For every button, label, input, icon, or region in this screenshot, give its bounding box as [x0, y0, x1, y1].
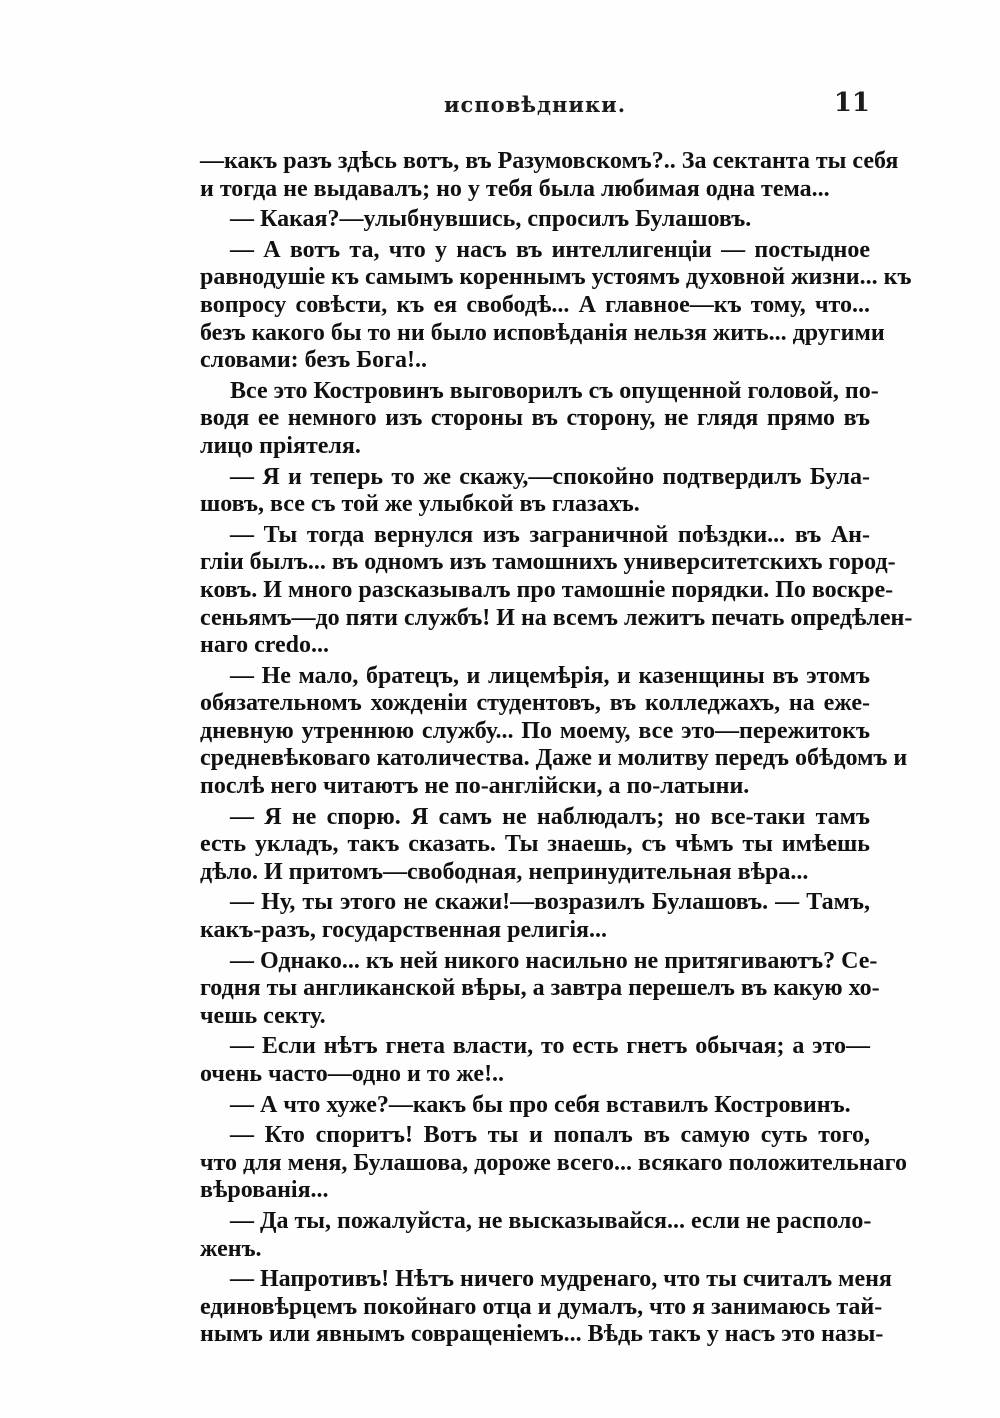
text-line: — Какая?—улыбнувшись, спросилъ Булашовъ. [230, 206, 752, 233]
text-line: нымъ или явнымъ совращеніемъ... Вѣдь такъ у насъ это назы- [200, 1321, 884, 1348]
text-line: средневѣковаго католичества. Даже и молитву передъ обѣдомъ и [200, 745, 908, 772]
text-line: сеньямъ—до пяти службъ! И на всемъ лежитъ печать опредѣлен- [200, 604, 913, 631]
text-line: чешь секту. [200, 1002, 326, 1029]
text-line: равнодушіе къ самымъ кореннымъ устоямъ духовной жизни... къ [200, 264, 912, 291]
text-line: — Однако... къ ней никого насильно не притягиваютъ? Се- [230, 947, 878, 974]
paragraph [200, 377, 879, 461]
paragraph [200, 1208, 870, 1263]
paragraph [200, 206, 870, 234]
text-line: женъ. [200, 1235, 262, 1262]
text-line: обязательномъ хожденіи студентовъ, въ колледжахъ, на еже- [200, 690, 870, 717]
paragraph [200, 1033, 870, 1088]
text-line: дѣло. И притомъ—свободная, непринудительная вѣра... [200, 858, 809, 885]
paragraph [200, 464, 870, 519]
text-line: какъ-разъ, государственная религія... [200, 917, 608, 944]
paragraph [200, 521, 913, 660]
text-line: — Если нѣтъ гнета власти, то есть гнетъ обычая; а это— [230, 1033, 870, 1060]
text-line: — А что хуже?—какъ бы про себя вставилъ Костровинъ. [230, 1091, 851, 1118]
text-line: — А вотъ та, что у насъ въ интеллигенціи — постыдное [230, 236, 870, 263]
paragraph [200, 889, 870, 944]
text-line: дневную утреннюю службу... По моему, все это—пережитокъ [200, 717, 870, 744]
text-line: словами: безъ Бога!.. [200, 347, 427, 374]
running-title: исповѣдники. [443, 92, 627, 117]
page-header [200, 88, 870, 126]
paragraph [200, 947, 880, 1031]
paragraph [200, 236, 912, 375]
text-line: безъ какого бы то ни было исповѣданія нельзя жить... другими [200, 319, 885, 346]
text-line: — Да ты, пожалуйста, не высказывайся... если не располо- [230, 1207, 872, 1234]
text-line: — Кто споритъ! Вотъ ты и попалъ въ самую суть того, [230, 1122, 870, 1149]
text-line: шовъ, все съ той же улыбкой въ глазахъ. [200, 491, 640, 518]
text-line: послѣ него читаютъ не по-англійски, а по-латыни. [200, 773, 750, 800]
text-line: есть укладъ, такъ сказать. Ты знаешь, съ чѣмъ ты имѣешь [200, 831, 870, 858]
text-line: — Ты тогда вернулся изъ заграничной поѣздки... въ Ан- [230, 521, 870, 548]
text-line: Все это Костровинъ выговорилъ съ опущенной головой, по- [230, 377, 879, 404]
text-line: единовѣрцемъ покойнаго отца и думалъ, что я занимаюсь тай- [200, 1293, 883, 1320]
text-line: что для меня, Булашова, дороже всего... всякаго положительнаго [200, 1149, 907, 1176]
text-line: лицо пріятеля. [200, 432, 361, 459]
body-text [200, 148, 913, 1352]
text-line: — Ну, ты этого не скажи!—возразилъ Булашовъ. — Тамъ, [230, 889, 870, 916]
text-line: водя ее немного изъ стороны въ сторону, не глядя прямо въ [200, 405, 870, 432]
text-line: — Не мало, братецъ, и лицемѣрія, и казенщины въ этомъ [230, 662, 870, 689]
page-number: 11 [833, 88, 870, 118]
paragraph [200, 1266, 892, 1349]
paragraph [200, 662, 908, 801]
paragraph [200, 1092, 870, 1120]
text-line: ковъ. И много разсказывалъ про тамошніе порядки. По воскре- [200, 576, 894, 603]
paragraph [200, 1122, 907, 1205]
paragraph [200, 804, 870, 887]
text-line: и тогда не выдавалъ; но у тебя была любимая одна тема... [200, 175, 830, 202]
paragraph [200, 148, 899, 203]
text-line: годня ты англиканской вѣры, а завтра перешелъ въ какую хо- [200, 975, 880, 1002]
text-line: наго credo... [200, 632, 329, 659]
text-line: гліи былъ... въ одномъ изъ тамошнихъ университетскихъ город- [200, 549, 896, 576]
text-line: — Я не спорю. Я самъ не наблюдалъ; но все-таки тамъ [230, 803, 870, 830]
text-line: очень часто—одно и то же!.. [200, 1061, 505, 1087]
text-line: вѣрованія... [200, 1177, 329, 1204]
text-line: —какъ разъ здѣсь вотъ, въ Разумовскомъ?.. За сектанта ты себя [200, 148, 899, 174]
text-line: — Я и теперь то же скажу,—спокойно подтвердилъ Була- [230, 463, 870, 490]
text-line: вопросу совѣсти, къ ея свободѣ... А главное—къ тому, что... [200, 291, 870, 318]
text-line: — Напротивъ! Нѣтъ ничего мудренаго, что ты считалъ меня [230, 1266, 892, 1293]
